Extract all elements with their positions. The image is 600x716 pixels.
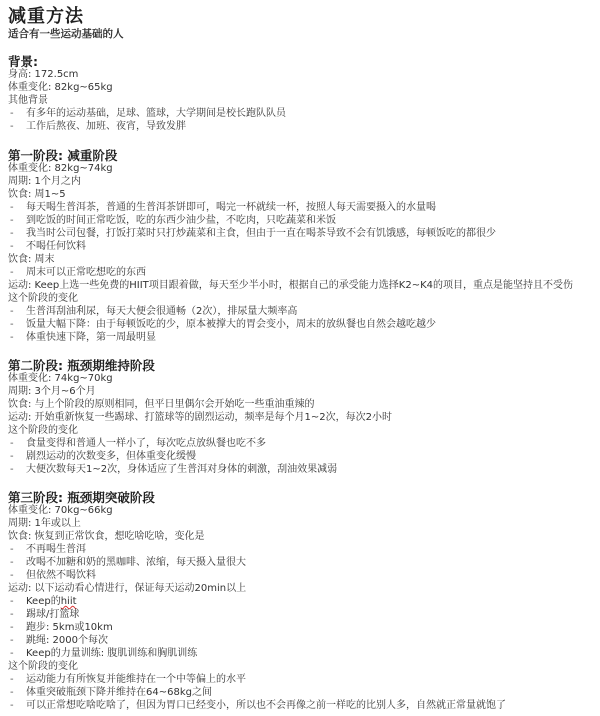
list-item: - Keep的hiit	[10, 596, 77, 607]
stage2-period: 周期: 3个月~6个月	[8, 386, 96, 397]
stage3-diet: 饮食: 恢复到正常饮食，想吃啥吃啥，变化是	[8, 531, 205, 542]
list-item: - 我当时公司包餐，打饭打菜时只打炒蔬菜和主食，但由于一直在喝茶导致不会有饥饿感，每顿饭吃的都很少	[10, 228, 496, 239]
stage3-weight: 体重变化: 70kg~66kg	[8, 505, 113, 516]
dash-marker: -	[10, 700, 14, 711]
dash-marker: -	[10, 451, 14, 462]
dash-marker: -	[10, 648, 14, 659]
dash-marker: -	[10, 108, 14, 119]
stage2-diet: 饮食: 与上个阶段的原则相同，但平日里偶尔会开始吃一些重油重辣的	[8, 399, 315, 410]
dash-marker: -	[10, 609, 14, 620]
height-line: 身高: 172.5cm	[8, 69, 79, 80]
stage1-heading: 第一阶段: 减重阶段	[8, 148, 118, 163]
dash-marker: -	[10, 544, 14, 555]
list-item: - 跳绳: 2000个每次	[10, 635, 108, 646]
list-item: - 踢球/打篮球	[10, 609, 80, 620]
stage1-exercise: 运动: Keep上选一些免费的HIIT项目跟着做，每天至少半小时，根据自己的承受能力选择K2~K4的项目，重点是能坚持且不受伤	[8, 280, 574, 291]
dash-marker: -	[10, 438, 14, 449]
weight-line: 体重变化: 82kg~65kg	[8, 82, 113, 93]
list-item: - 运动能力有所恢复并能维持在一个中等偏上的水平	[10, 674, 246, 685]
dash-marker: -	[10, 635, 14, 646]
spellcheck-underlined-word: hiit	[60, 596, 77, 607]
list-item: - 到吃饭的时间正常吃饭，吃的东西少油少盐，不吃肉，只吃蔬菜和米饭	[10, 215, 336, 226]
list-item: - 可以正常想吃啥吃啥了，但因为胃口已经变小，所以也不会再像之前一样吃的比别人多，自然就正常量就饱了	[10, 700, 506, 711]
dash-marker: -	[10, 622, 14, 633]
list-item: - 但依然不喝饮料	[10, 570, 96, 581]
dash-marker: -	[10, 241, 14, 252]
list-item: - 改喝不加糖和奶的黑咖啡、浓缩，每天摄入量很大	[10, 557, 246, 568]
list-item: - 跑步: 5km或10km	[10, 622, 113, 633]
stage2-changes-label: 这个阶段的变化	[8, 425, 78, 436]
list-item: - 不喝任何饮料	[10, 241, 86, 252]
list-item: - 工作后熬夜、加班、夜宵，导致发胖	[10, 121, 186, 132]
dash-marker: -	[10, 596, 14, 607]
dash-marker: -	[10, 557, 14, 568]
list-item: - 周末可以正常吃想吃的东西	[10, 267, 146, 278]
dash-marker: -	[10, 121, 14, 132]
list-item: - 剧烈运动的次数变多，但体重变化缓慢	[10, 451, 196, 462]
stage1-weight: 体重变化: 82kg~74kg	[8, 163, 113, 174]
dash-marker: -	[10, 306, 14, 317]
dash-marker: -	[10, 202, 14, 213]
stage2-heading: 第二阶段: 瓶颈期维持阶段	[8, 358, 155, 373]
list-item: - 不再喝生普洱	[10, 544, 86, 555]
background-heading: 背景:	[8, 54, 38, 69]
other-background-label: 其他背景	[8, 95, 48, 106]
list-item: - 食量变得和普通人一样小了，每次吃点放纵餐也吃不多	[10, 438, 266, 449]
document-title: 减重方法	[8, 6, 84, 27]
dash-marker: -	[10, 687, 14, 698]
list-item: - 每天喝生普洱茶，普通的生普洱茶饼即可，喝完一杯就续一杯，按照人每天需要摄入的水量喝	[10, 202, 436, 213]
stage1-changes-label: 这个阶段的变化	[8, 293, 78, 304]
stage3-period: 周期: 1年或以上	[8, 518, 81, 529]
dash-marker: -	[10, 319, 14, 330]
stage3-heading: 第三阶段: 瓶颈期突破阶段	[8, 490, 155, 505]
dash-marker: -	[10, 570, 14, 581]
list-item: - Keep的力量训练: 腹肌训练和胸肌训练	[10, 648, 198, 659]
list-item: - 体重快速下降，第一周最明显	[10, 332, 156, 343]
list-item: - 体重突破瓶颈下降并维持在64~68kg之间	[10, 687, 212, 698]
dash-marker: -	[10, 674, 14, 685]
stage2-weight: 体重变化: 74kg~70kg	[8, 373, 113, 384]
list-item: - 生普洱刮油利尿，每天大便会很通畅（2次），排尿量大频率高	[10, 306, 298, 317]
stage2-exercise: 运动: 开始重新恢复一些踢球、打篮球等的剧烈运动，频率是每个月1~2次，每次2小时	[8, 412, 393, 423]
dash-marker: -	[10, 332, 14, 343]
dash-marker: -	[10, 464, 14, 475]
dash-marker: -	[10, 267, 14, 278]
stage3-changes-label: 这个阶段的变化	[8, 661, 78, 672]
stage3-exercise: 运动: 以下运动看心情进行，保证每天运动20min以上	[8, 583, 247, 594]
list-item: - 饭量大幅下降：由于每顿饭吃的少，原本被撑大的胃会变小，周末的放纵餐也自然会越吃越少	[10, 319, 436, 330]
document-subtitle: 适合有一些运动基础的人	[8, 28, 124, 40]
dash-marker: -	[10, 215, 14, 226]
stage1-period: 周期: 1个月之内	[8, 176, 81, 187]
dash-marker: -	[10, 228, 14, 239]
list-item: - 大便次数每天1~2次，身体适应了生普洱对身体的刺激，刮油效果减弱	[10, 464, 338, 475]
stage1-diet-weekday: 饮食: 周1~5	[8, 189, 66, 200]
stage1-diet-weekend: 饮食: 周末	[8, 254, 55, 265]
list-item: - 有多年的运动基础，足球、篮球，大学期间是校长跑队队员	[10, 108, 286, 119]
